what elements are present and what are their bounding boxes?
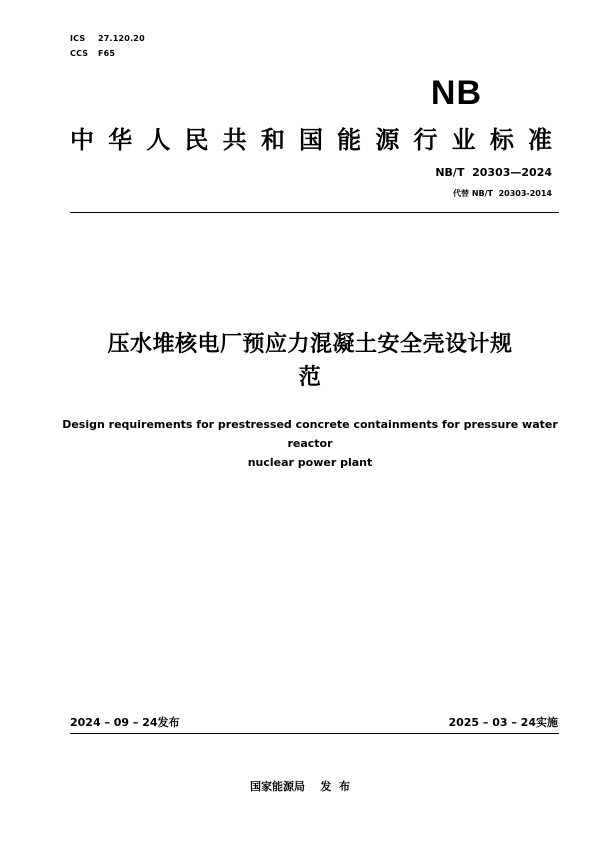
nb-logo: NB <box>430 74 482 112</box>
ics-code: 27.120.20 <box>98 34 145 43</box>
document-title-cn <box>60 328 560 394</box>
ccs-code: F65 <box>98 49 116 58</box>
document-title-en <box>40 415 580 472</box>
issuing-authority: 国家能源局 发 布 <box>250 780 350 793</box>
ccs-classification <box>70 49 115 58</box>
title-en-line-1: Design requirements for prestressed concrete containments for pressure water reactor <box>62 418 558 450</box>
title-cn-line-1: 压水堆核电厂预应力混凝土安全壳设计规 <box>107 332 513 357</box>
standard-number: NB/T 20303—2024 <box>435 166 552 179</box>
ics-label: ICS <box>70 34 86 43</box>
implementation-date: 2025 – 03 – 24实施 <box>448 716 558 729</box>
top-divider <box>70 212 559 213</box>
issue-date: 2024 – 09 – 24发布 <box>70 716 180 729</box>
title-cn-line-2: 范 <box>298 365 322 390</box>
standard-category: 中华人民共和国能源行业标准 <box>70 126 552 154</box>
replaces-standard: 代替 NB/T 20303-2014 <box>453 189 552 198</box>
ccs-label: CCS <box>70 49 89 58</box>
title-en-line-2: nuclear power plant <box>247 456 373 469</box>
bottom-divider <box>70 733 559 734</box>
ics-classification <box>70 34 145 43</box>
